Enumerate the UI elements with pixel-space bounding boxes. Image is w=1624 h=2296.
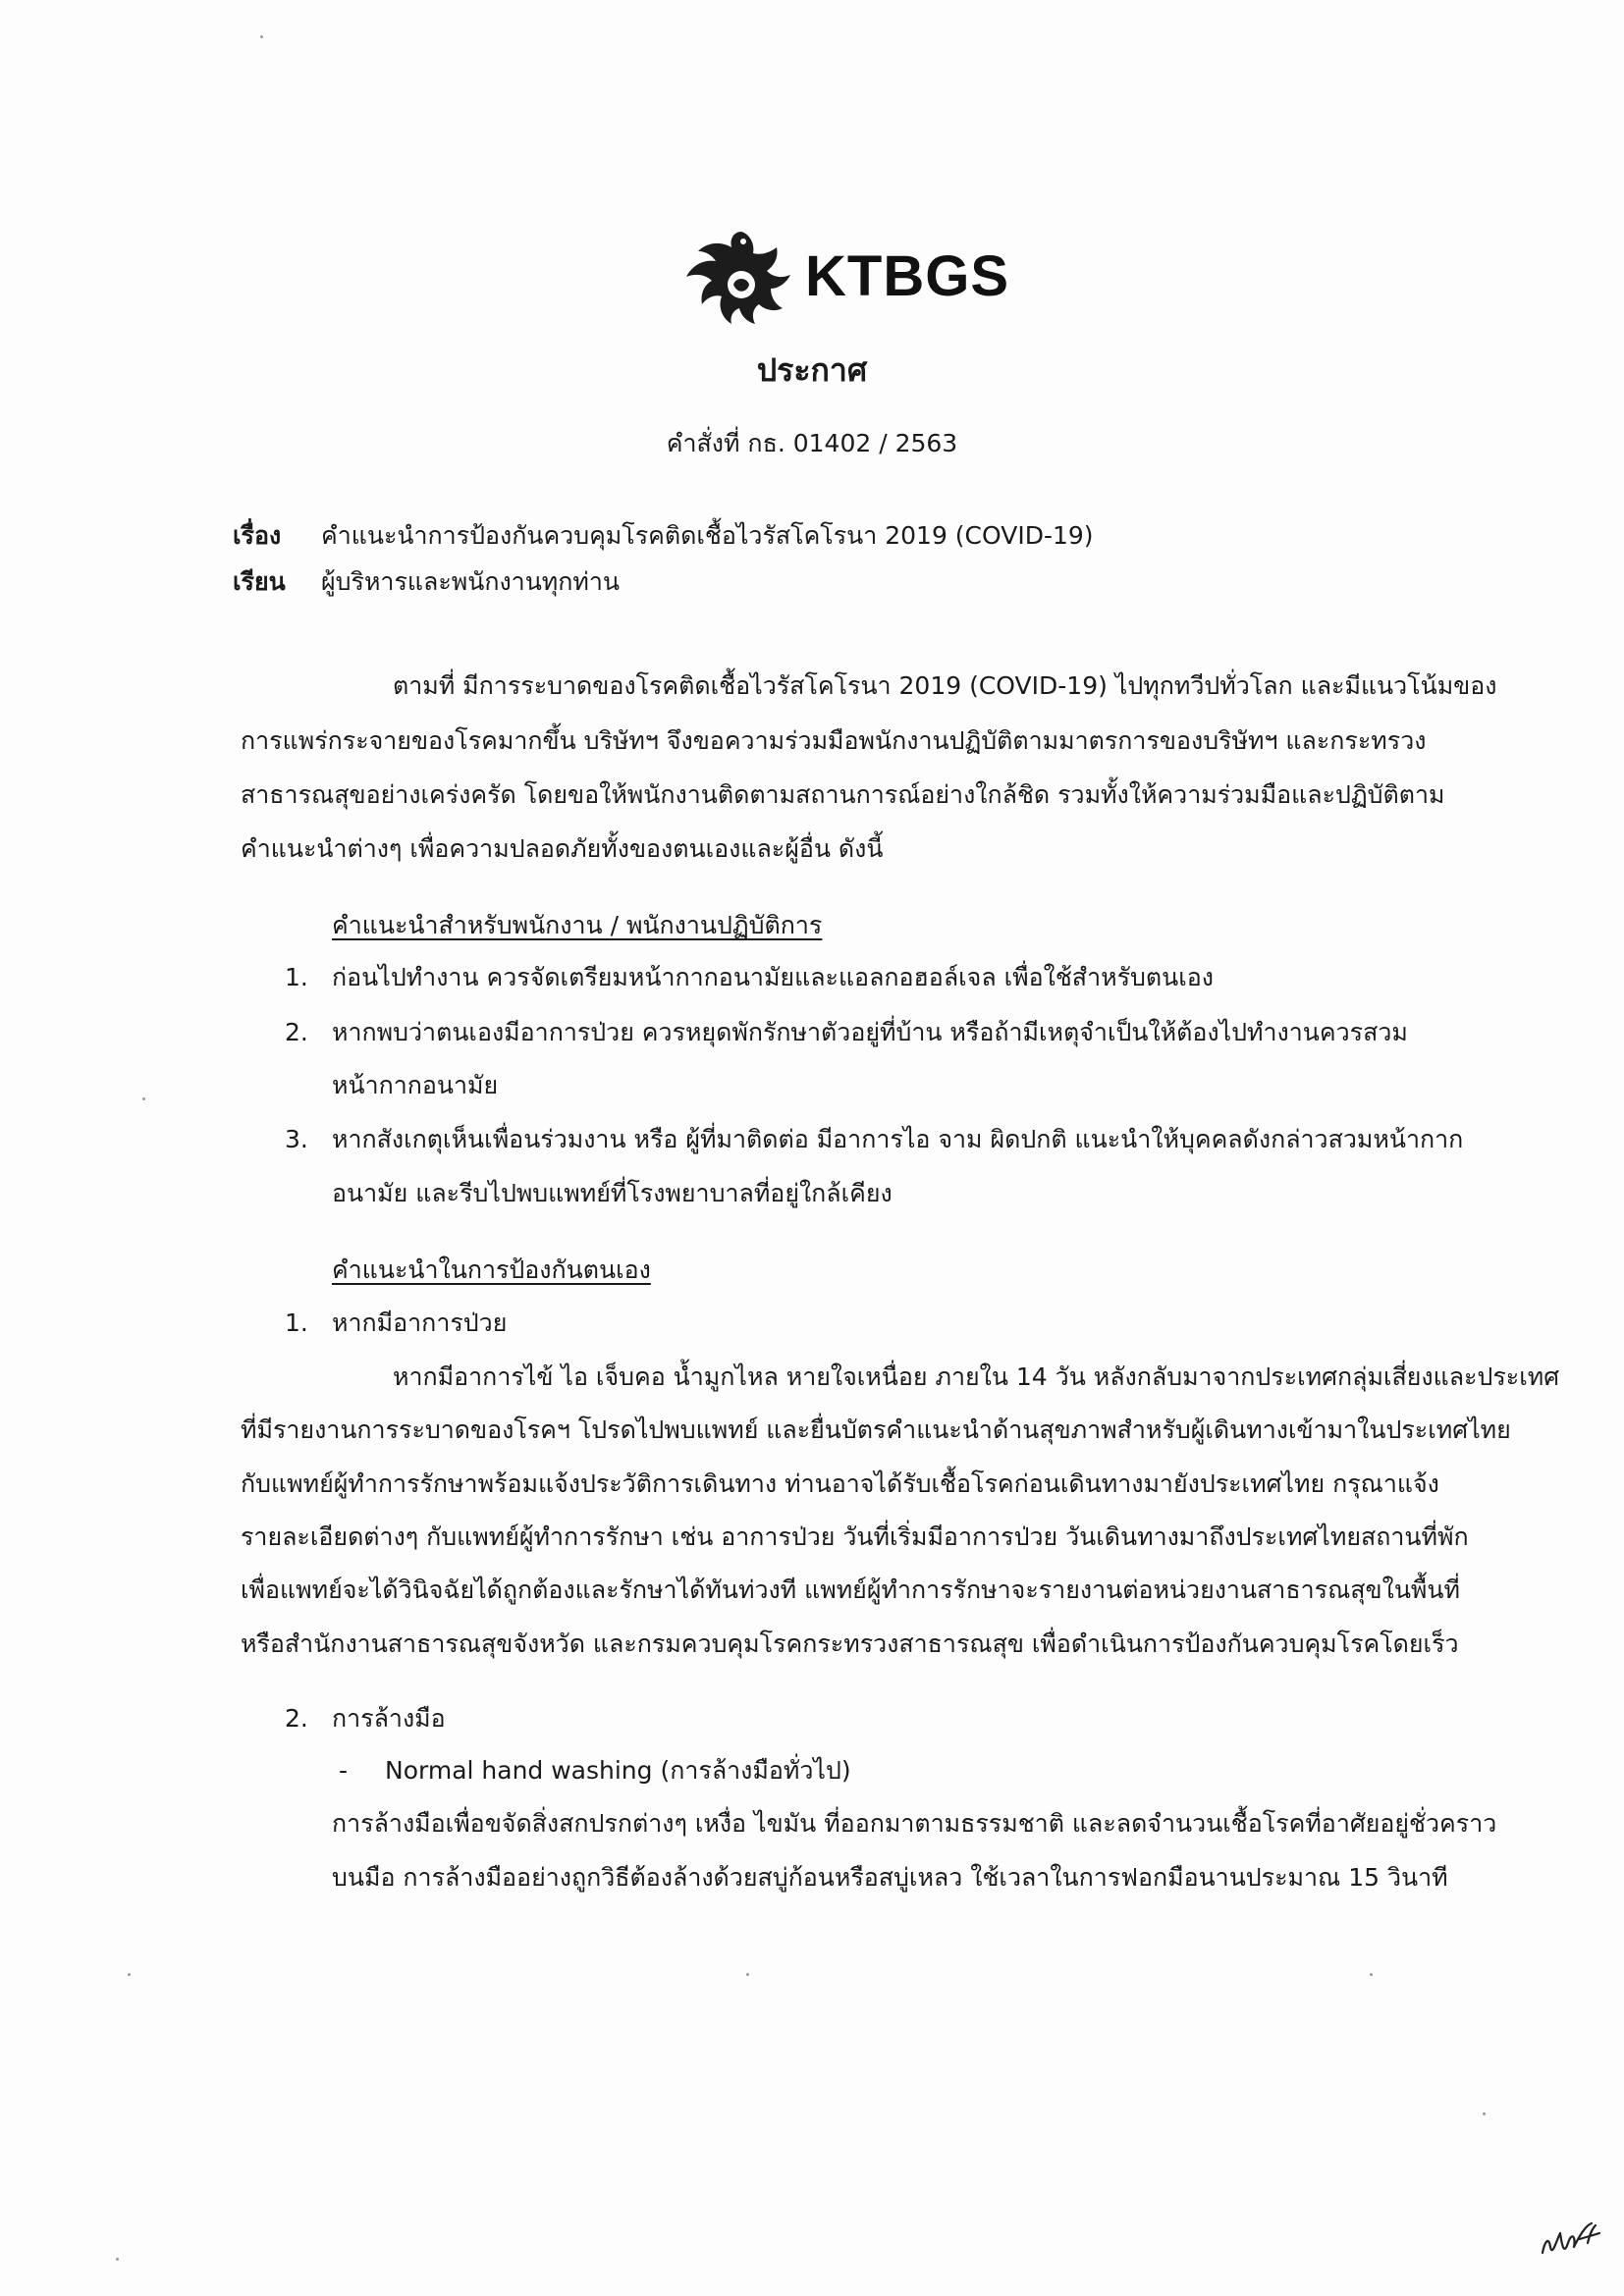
paragraph-line: รายละเอียดต่างๆ กับแพทย์ผู้ทำการรักษา เช่น อาการป่วย วันที่เริ่มมีอาการป่วย วันเดินทางมาถึงประเทศไทยสถานที่พัก <box>241 1522 1469 1551</box>
paragraph-line: หากมีอาการไข้ ไอ เจ็บคอ น้ำมูกไหล หายใจเหนื่อย ภายใน 14 วัน หลังกลับมาจากประเทศกลุ่มเสี่ยงและประเทศ <box>393 1362 1560 1391</box>
scan-speck <box>260 35 263 38</box>
scan-speck <box>1370 1973 1373 1976</box>
scan-speck <box>116 2258 119 2261</box>
list-number: 1. <box>285 1308 308 1337</box>
list-number: 2. <box>285 1018 308 1046</box>
section-heading-employee: คำแนะนำสำหรับพนักงาน / พนักงานปฏิบัติการ <box>332 911 823 939</box>
list-item-text: หากพบว่าตนเองมีอาการป่วย ควรหยุดพักรักษาตัวอยู่ที่บ้าน หรือถ้ามีเหตุจำเป็นให้ต้องไปทำงานควรสวม <box>332 1018 1408 1046</box>
document-title: ประกาศ <box>756 351 868 389</box>
handwritten-initials <box>1537 2214 1605 2263</box>
list-number: 3. <box>285 1125 308 1153</box>
list-number: 1. <box>285 963 308 991</box>
list-item-text: หากสังเกตุเห็นเพื่อนร่วมงาน หรือ ผู้ที่มาติดต่อ มีอาการไอ จาม ผิดปกติ แนะนำให้บุคคลดังกล่าวสวมหน้ากาก <box>332 1125 1464 1153</box>
section-heading-self-protection: คำแนะนำในการป้องกันตนเอง <box>332 1255 651 1284</box>
to-label: เรียน <box>233 567 286 596</box>
scan-speck <box>128 1973 131 1976</box>
bullet-text: Normal hand washing (การล้างมือทั่วไป) <box>385 1756 851 1785</box>
list-number: 2. <box>285 1704 308 1733</box>
list-item-text: หน้ากากอนามัย <box>332 1071 499 1099</box>
subject-text: คำแนะนำการป้องกันควบคุมโรคติดเชื้อไวรัสโคโรนา 2019 (COVID-19) <box>321 521 1094 550</box>
to-text: ผู้บริหารและพนักงานทุกท่าน <box>321 567 621 596</box>
bullet-dash: - <box>339 1756 349 1785</box>
garuda-emblem-icon <box>682 224 800 332</box>
scan-speck <box>746 1973 749 1976</box>
paragraph-line: หรือสำนักงานสาธารณสุขจังหวัด และกรมควบคุมโรคกระทรวงสาธารณสุข เพื่อดำเนินการป้องกันควบคุมโรคโดยเร็ว <box>241 1629 1459 1658</box>
logo-text: KTBGS <box>805 244 1009 308</box>
order-number: คำสั่งที่ กธ. 01402 / 2563 <box>666 429 958 457</box>
intro-line: คำแนะนำต่างๆ เพื่อความปลอดภัยทั้งของตนเองและผู้อื่น ดังนี้ <box>241 834 884 863</box>
scan-speck <box>142 1097 145 1100</box>
paragraph-line: ที่มีรายงานการระบาดของโรคฯ โปรดไปพบแพทย์ และยื่นบัตรคำแนะนำด้านสุขภาพสำหรับผู้เดินทางเข้ามาในประเทศไทย <box>241 1415 1511 1444</box>
paragraph-line: บนมือ การล้างมืออย่างถูกวิธีต้องล้างด้วยสบู่ก้อนหรือสบู่เหลว ใช้เวลาในการฟอกมือนานประมาณ 15 วินาที <box>332 1863 1448 1892</box>
scan-speck <box>1483 2112 1486 2115</box>
paragraph-line: กับแพทย์ผู้ทำการรักษาพร้อมแจ้งประวัติการเดินทาง ท่านอาจได้รับเชื้อโรคก่อนเดินทางมายังประเทศไทย กรุณาแจ้ง <box>241 1469 1439 1498</box>
intro-line: การแพร่กระจายของโรคมากขึ้น บริษัทฯ จึงขอความร่วมมือพนักงานปฏิบัติตามมาตรการของบริษัทฯ และกระทรวง <box>241 726 1427 755</box>
list-item-text: อนามัย และรีบไปพบแพทย์ที่โรงพยาบาลที่อยู่ใกล้เคียง <box>332 1179 893 1207</box>
paragraph-line: เพื่อแพทย์จะได้วินิจฉัยได้ถูกต้องและรักษาได้ทันท่วงที แพทย์ผู้ทำการรักษาจะรายงานต่อหน่วยงานสาธารณสุขในพื้นที่ <box>241 1575 1460 1604</box>
subject-label: เรื่อง <box>233 521 282 550</box>
list-item-text: ก่อนไปทำงาน ควรจัดเตรียมหน้ากากอนามัยและแอลกอฮอล์เจล เพื่อใช้สำหรับตนเอง <box>332 963 1214 991</box>
intro-line: สาธารณสุขอย่างเคร่งครัด โดยขอให้พนักงานติดตามสถานการณ์อย่างใกล้ชิด รวมทั้งให้ความร่วมมือและปฏิบัติตาม <box>241 780 1445 809</box>
intro-line: ตามที่ มีการระบาดของโรคติดเชื้อไวรัสโคโรนา 2019 (COVID-19) ไปทุกทวีปทั่วโลก และมีแนวโน้มของ <box>393 671 1497 700</box>
list-item-title: การล้างมือ <box>332 1704 446 1733</box>
paragraph-line: การล้างมือเพื่อขจัดสิ่งสกปรกต่างๆ เหงื่อ ไขมัน ที่ออกมาตามธรรมชาติ และลดจำนวนเชื้อโรคที่อาศัยอยู่ชั่วคราว <box>332 1809 1497 1838</box>
list-item-title: หากมีอาการป่วย <box>332 1308 508 1337</box>
